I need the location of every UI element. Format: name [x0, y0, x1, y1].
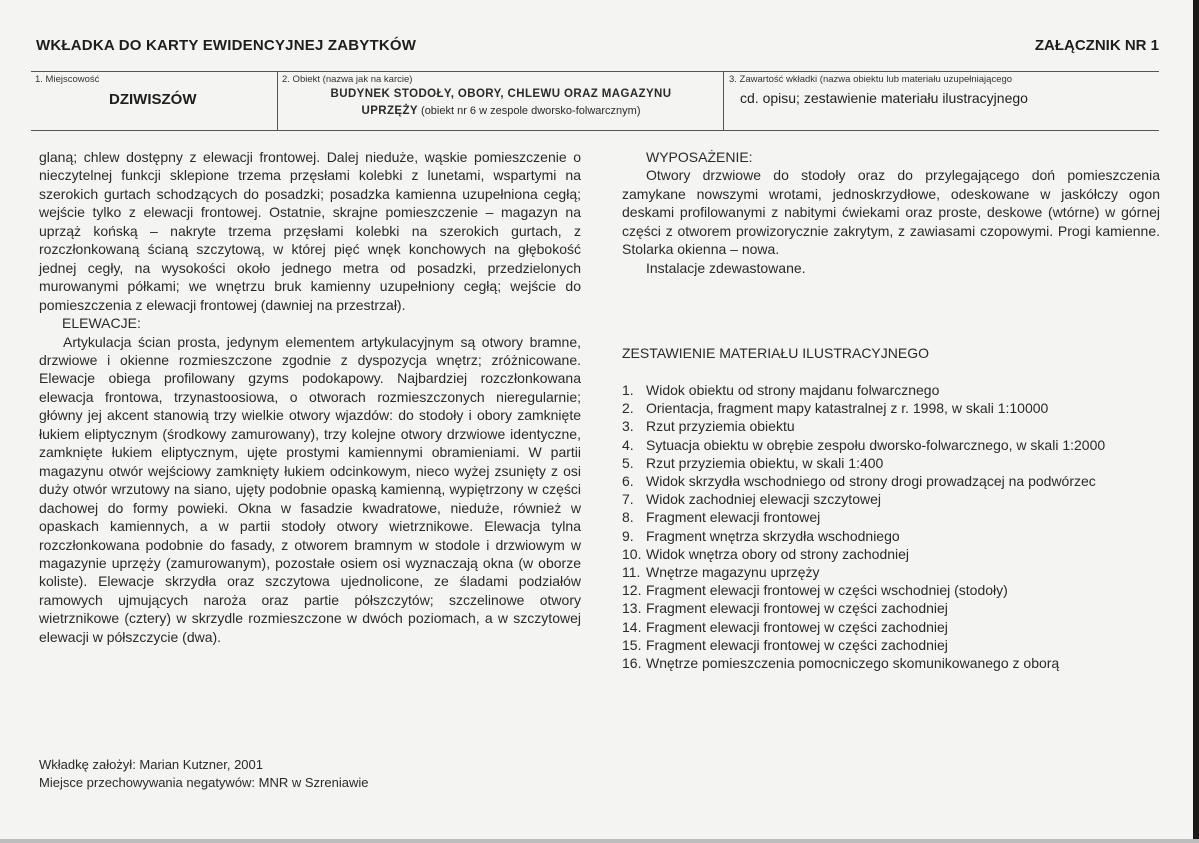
right-column — [622, 148, 1160, 277]
footer — [39, 756, 368, 792]
list-item-text: Widok skrzydła wschodniego od strony drogi prowadzącej na podwórzec — [646, 473, 1096, 490]
list-item — [622, 417, 1162, 435]
list-item-text: Sytuacja obiektu w obrębie zespołu dworsko-folwarcznego, w skali 1:2000 — [646, 436, 1106, 453]
list-item-text: Widok wnętrza obory od strony zachodniej — [646, 545, 910, 562]
list-item-number: 13. — [622, 600, 642, 617]
list-item-text: Rzut przyziemia obiektu — [646, 418, 795, 435]
list-item-number: 15. — [622, 636, 642, 653]
list-item — [622, 545, 1162, 563]
list-item-text: Fragment elewacji frontowej w części zachodniej — [646, 618, 948, 635]
list-item-text: Fragment wnętrza skrzydła wschodniego — [646, 527, 900, 544]
annex-label: ZAŁĄCZNIK NR 1 — [1034, 37, 1159, 54]
list-item-text: Fragment elewacji frontowej w części zachodniej — [646, 600, 948, 617]
list-item-text: Wnętrze pomieszczenia pomocniczego skomunikowanego z oborą — [646, 655, 1060, 672]
list-item — [622, 399, 1162, 417]
list-item — [622, 527, 1162, 545]
document-title: WKŁADKA DO KARTY EWIDENCYJNEJ ZABYTKÓW — [36, 37, 417, 54]
elevations-heading: ELEWACJE: — [62, 315, 141, 332]
list-item-text: Fragment elewacji frontowej — [646, 509, 821, 526]
object-name-line1: BUDYNEK STODOŁY, OBORY, CHLEWU ORAZ MAGAZYNU — [330, 88, 672, 100]
list-item-number: 5. — [622, 454, 634, 471]
list-item-text: Fragment elewacji frontowej w części wschodniej (stodoły) — [646, 582, 1008, 599]
list-item — [622, 581, 1162, 599]
list-item-text: Fragment elewacji frontowej w części zachodniej — [646, 636, 948, 653]
locality-value: DZIWISZÓW — [109, 91, 197, 108]
list-item-text: Wnętrze magazynu uprzęży — [646, 564, 820, 581]
object-note: (obiekt nr 6 w zespole dworsko-folwarcznym) — [417, 105, 641, 117]
list-item-number: 6. — [622, 473, 634, 490]
list-item-text: Rzut przyziemia obiektu, w skali 1:400 — [646, 454, 884, 471]
object-value — [286, 87, 716, 119]
description-paragraph: glaną; chlew dostępny z elewacji frontowej. Dalej nieduże, wąskie pomieszczenie o nieczytelnej funkcji sklepione trzema przęsłami kolebki z lunetami, wspartymi na szerokich gurtach schodzących do posadzki; posadzka kamienna uzupełniona cegłą; wejście tylko z elewacji frontowej. Ostatnie, skrajne pomieszczenie – magazyn na uprząż końską – nakryte trzema przęsłami kolebki na szerokich gurtach, z rozczłonkowaną ścianą szczytową, w której pięć wnęk konchowych na głębokość jednej cegły, na wysokości około jednego metra od posadzki, przedzielonych murowanymi półkami; we wnętrzu bruk kamienny uzupełniony cegłą; wejście do pomieszczenia z elewacji frontowej (dawniej na przestrzał). — [39, 149, 581, 313]
list-item-text: Widok zachodniej elewacji szczytowej — [646, 491, 881, 508]
list-item-number: 1. — [622, 382, 634, 398]
list-item — [622, 563, 1162, 581]
author-line: Wkładkę założył: Marian Kutzner, 2001 — [39, 757, 263, 772]
content-label: 3. Zawartość wkładki (nazwa obiektu lub materiału uzupełniającego — [729, 74, 1013, 85]
page-edge-right — [1193, 0, 1199, 843]
list-item — [622, 618, 1162, 636]
illustrations-heading: ZESTAWIENIE MATERIAŁU ILUSTRACYJNEGO — [622, 345, 930, 361]
installations-paragraph: Instalacje zdewastowane. — [646, 259, 806, 276]
list-item — [622, 654, 1162, 672]
list-item — [622, 508, 1162, 526]
list-item-number: 7. — [622, 491, 634, 508]
left-column — [39, 148, 581, 646]
page-edge-bottom — [0, 839, 1199, 843]
object-name-line2: UPRZĘŻY — [361, 105, 418, 117]
object-cell — [277, 72, 723, 130]
equipment-text — [622, 166, 1160, 277]
illustrations-list — [622, 381, 1162, 672]
list-item-number: 4. — [622, 436, 634, 453]
negatives-location-line: Miejsce przechowywania negatywów: MNR w Szreniawie — [39, 775, 369, 790]
equipment-heading: WYPOSAŻENIE: — [646, 149, 753, 165]
list-item — [622, 490, 1162, 508]
list-item — [622, 436, 1162, 454]
list-item-text: Orientacja, fragment mapy katastralnej z r. 1998, w skali 1:10000 — [646, 400, 1049, 417]
list-item-number: 12. — [622, 582, 642, 599]
content-cell — [723, 72, 1159, 130]
object-label: 2. Obiekt (nazwa jak na karcie) — [282, 74, 413, 85]
locality-label: 1. Miejscowość — [35, 74, 100, 85]
equipment-paragraph: Otwory drzwiowe do stodoły oraz do przylegającego doń pomieszczenia zamykane nowszymi wrotami, jednoskrzydłowe, odeskowane w jaskółczy ogon deskami profilowanymi z nabitymi ćwiekami oraz proste, deskowe (wtórne) w górnej części z otworem prowizorycznie zakrytym, z zawiasami czopowymi. Progi kamienne. Stolarka okienna – nowa. — [622, 167, 1160, 258]
list-item-number: 8. — [622, 509, 634, 526]
list-item-number: 16. — [622, 655, 642, 672]
list-item-text: Widok obiektu od strony majdanu folwarcznego — [646, 382, 940, 398]
list-item — [622, 472, 1162, 490]
list-item-number: 10. — [622, 545, 642, 562]
list-item-number: 9. — [622, 527, 634, 544]
list-item — [622, 381, 1162, 399]
list-item-number: 2. — [622, 400, 634, 417]
elevations-paragraph: Artykulacja ścian prosta, jedynym elementem artykulacyjnym są otwory bramne, drzwiowe i okienne rozmieszczone zgodnie z dyspozycja wnętrz; zróżnicowane. Elewacje obiega profilowany gzyms podokapowy. Najbardziej rozczłonkowana elewacja frontowa, trzynastoosiowa, o otworach rozmieszczonych nieregularnie; główny jej akcent stanowią trzy wielkie otwory wjazdów: do stodoły i obory zamknięte łukiem eliptycznym (środkowy zamurowany), trzy kolejne otwory drzwiowe identyczne, zamknięte łukiem eliptycznym, ujęte prostymi kamiennymi obramieniami. W partii magazynu otwór wejściowy zamknięty łukiem odcinkowym, nieco wyżej zsunięty z osi duży otwór wrzutowy na siano, ujęty podobnie opaską kamienną, wypiętrzony w części dachowej do formy powieki. Okna w fasadzie kwadratowe, nieduże, również w opaskach kamiennych, a w partii stodoły otwory wietrznikowe. Elewacja tylna rozczłonkowana podobnie do fasady, z otworem bramnym w stodole i drzwiowym w magazynie uprzęży (zamurowanym), pozostałe osiem osi wyznaczają okna (w oborze koliste). Elewacje skrzydła oraz szczytowa ujednolicone, ze śladami podziałów ramowych ujmujących naroża oraz partie półszczytów; szczelinowe otwory wietrznikowe (cztery) w skrzydle rozmieszczone w dwóch poziomach, a w szczytowej elewacji w półszczycie (dwa). — [39, 333, 581, 645]
list-item — [622, 599, 1162, 617]
list-item-number: 3. — [622, 418, 634, 435]
list-item-number: 14. — [622, 618, 642, 635]
locality-cell — [31, 72, 277, 130]
content-value: cd. opisu; zestawienie materiału ilustracyjnego — [740, 90, 1028, 106]
list-item-number: 11. — [622, 564, 641, 581]
list-item — [622, 636, 1162, 654]
list-item — [622, 454, 1162, 472]
metadata-table — [31, 71, 1159, 131]
